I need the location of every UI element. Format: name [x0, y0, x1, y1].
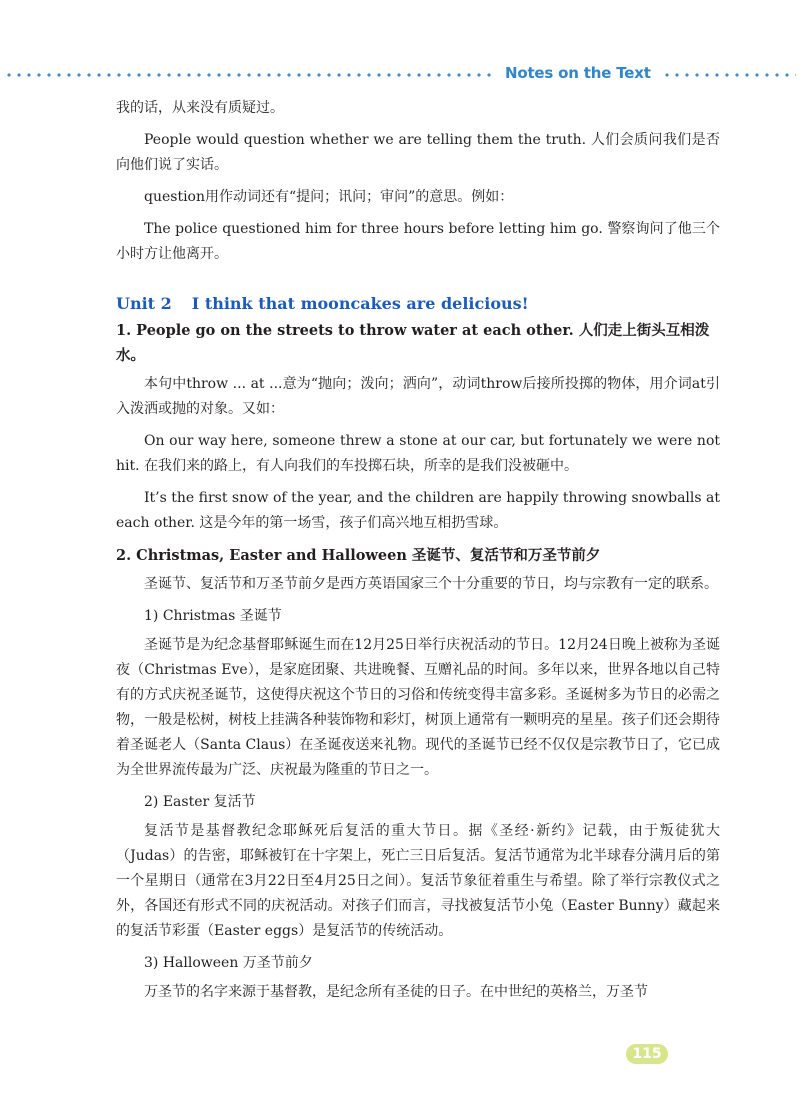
- paragraph-christmas: 圣诞节是为纪念基督耶稣诞生而在12月25日举行庆祝活动的节日。12月24日晚上被称为圣诞夜（Christmas Eve），是家庭团聚、共进晚餐、互赠礼品的时间。多年以来，世界各地以自己特有的方式庆祝圣诞节，这使得庆祝这个节日的习俗和传统变得丰富多彩。圣诞树多为节日的必需之物，一般是松树，树枝上挂满各种装饰物和彩灯，树顶上通常有一颗明亮的星星。孩子们还会期待着圣诞老人（Santa Claus）在圣诞夜送来礼物。现代的圣诞节已经不仅仅是宗教节日了，它已成为全世界流传最为广泛、庆祝最为隆重的节日之一。: [116, 637, 720, 778]
- paragraph-easter: 复活节是基督教纪念耶稣死后复活的重大节日。据《圣经·新约》记载，由于叛徒犹大（Judas）的告密，耶稣被钉在十字架上，死亡三日后复活。复活节通常为北半球春分满月后的第一个星期日（通常在3月22日至4月25日之间）。复活节象征着重生与希望。除了举行宗教仪式之外，各国还有形式不同的庆祝活动。对孩子们而言，寻找被复活节小兔（Easter Bunny）藏起来的复活节彩蛋（Easter eggs）是复活节的传统活动。: [116, 823, 720, 939]
- item-1-heading: 1. People go on the streets to throw water at each other. 人们走上街头互相泼水。: [116, 322, 710, 364]
- page-content: [116, 96, 720, 1012]
- paragraph-halloween: 万圣节的名字来源于基督教，是纪念所有圣徒的日子。在中世纪的英格兰，万圣节: [144, 984, 648, 1000]
- item-2-heading: 2. Christmas, Easter and Halloween 圣诞节、复活节和万圣节前夕: [116, 547, 601, 564]
- item-1-example-stone: On our way here, someone threw a stone at our car, but fortunately we were not hit. 在我们来的路上，有人向我们的车投掷石块，所幸的是我们没被砸中。: [116, 433, 720, 474]
- header-dotted-rule-left: [4, 73, 497, 77]
- unit-heading: [116, 293, 720, 315]
- unit-label: Unit 2: [116, 294, 172, 313]
- header-title: Notes on the Text: [505, 64, 651, 82]
- paragraph-example-police: The police questioned him for three hours before letting him go. 警察询问了他三个小时方让他离开。: [116, 221, 720, 262]
- paragraph-continuation: 我的话，从来没有质疑过。: [116, 100, 284, 116]
- item-2-intro: 圣诞节、复活节和万圣节前夕是西方英语国家三个十分重要的节日，均与宗教有一定的联系。: [144, 576, 718, 592]
- subheading-easter: 2) Easter 复活节: [144, 794, 256, 810]
- item-1-explanation: 本句中throw ... at ...意为“抛向；泼向；洒向”，动词throw后接所投掷的物体，用介词at引入泼洒或抛的对象。又如：: [116, 376, 720, 417]
- subheading-halloween: 3) Halloween 万圣节前夕: [144, 955, 313, 971]
- page-number-badge: 115: [626, 1044, 668, 1064]
- item-1-example-snowballs: It’s the first snow of the year, and the children are happily throwing snowballs at each other. 这是今年的第一场雪，孩子们高兴地互相扔雪球。: [116, 490, 720, 531]
- running-header: [0, 64, 800, 86]
- header-dotted-rule-right: [662, 73, 796, 77]
- subheading-christmas: 1) Christmas 圣诞节: [144, 608, 282, 624]
- paragraph-example-question: People would question whether we are telling them the truth. 人们会质问我们是否向他们说了实话。: [116, 132, 720, 173]
- unit-title: I think that mooncakes are delicious!: [191, 294, 529, 313]
- paragraph-question-verb-note: question用作动词还有“提问；讯问；审问”的意思。例如：: [144, 189, 514, 205]
